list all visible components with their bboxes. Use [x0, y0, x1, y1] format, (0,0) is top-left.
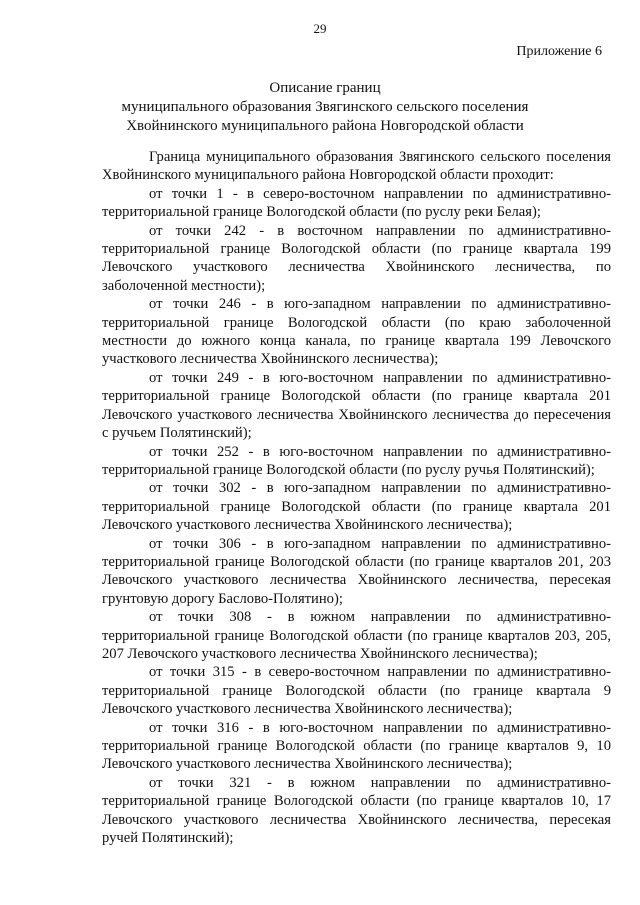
page-number: 29 [313, 21, 327, 36]
paragraph-point-1: от точки 1 - в северо-восточном направлении по административно-территориальной границе Вологодской области (по руслу реки Белая); [102, 185, 611, 221]
title-line-2: муниципального образования Звягинского сельского поселения [121, 99, 529, 115]
paragraph-point-252: от точки 252 - в юго-восточном направлении по административно-территориальной границе Вологодской области (по руслу ручья Полятинский); [102, 443, 611, 478]
title-line-1: Описание границ [269, 80, 381, 96]
paragraph-point-242: от точки 242 - в восточном направлении по административно-территориальной границе Вологодской области (по границе квартала 199 Левочского участкового лесничества Хвойнинского лесничества, по заболоченной местности); [102, 222, 611, 294]
appendix-label: Приложение 6 [516, 44, 602, 59]
paragraph-intro: Граница муниципального образования Звягинского сельского поселения Хвойнинского муниципального района Новгородской области проходит: [102, 149, 611, 184]
paragraph-point-315: от точки 315 - в северо-восточном направлении по административно-территориальной границе Вологодской области (по границе квартала 9 Левочского участкового лесничества Хвойнинского лесничества); [102, 664, 611, 718]
paragraph-point-302: от точки 302 - в юго-западном направлении по административно-территориальной границе Вологодской области (по границе квартала 201 Левочского участкового лесничества Хвойнинского лесничества); [102, 480, 611, 534]
paragraph-point-321: от точки 321 - в южном направлении по административно-территориальной границе Вологодской области (по границе кварталов 10, 17 Левочского участкового лесничества Хвойнинского лесничества, пересекая ручей Полятинский); [102, 774, 611, 847]
title-line-3: Хвойнинского муниципального района Новгородской области [126, 118, 524, 134]
paragraph-point-308: от точки 308 - в южном направлении по административно-территориальной границе Вологодской области (по границе кварталов 203, 205, 207 Левочского участкового лесничества Хвойнинского лесничества); [102, 609, 611, 662]
document-body [102, 148, 611, 847]
paragraph-point-306: от точки 306 - в юго-западном направлении по административно-территориальной границе Вологодской области (по границе кварталов 201, 203 Левочского участкового лесничества Хвойнинского лесничества, пересекая грунтовую дорогу Баслово-Полятино); [102, 535, 611, 607]
paragraph-point-249: от точки 249 - в юго-восточном направлении по административно-территориальной границе Вологодской области (по границе квартала 201 Левочского участкового лесничества Хвойнинского лесничества до пересечения с ручьем Полятинский); [102, 369, 611, 442]
document-title [100, 79, 550, 136]
paragraph-point-316: от точки 316 - в юго-восточном направлении по административно-территориальной границе Вологодской области (по границе кварталов 9, 10 Левочского участкового лесничества Хвойнинского лесничества); [102, 719, 611, 773]
paragraph-point-246: от точки 246 - в юго-западном направлении по административно-территориальной границе Вологодской области (по краю заболоченной местности до южного конца канала, по границе квартала 199 Левочского участкового лесничества Хвойнинского лесничества); [102, 296, 611, 368]
